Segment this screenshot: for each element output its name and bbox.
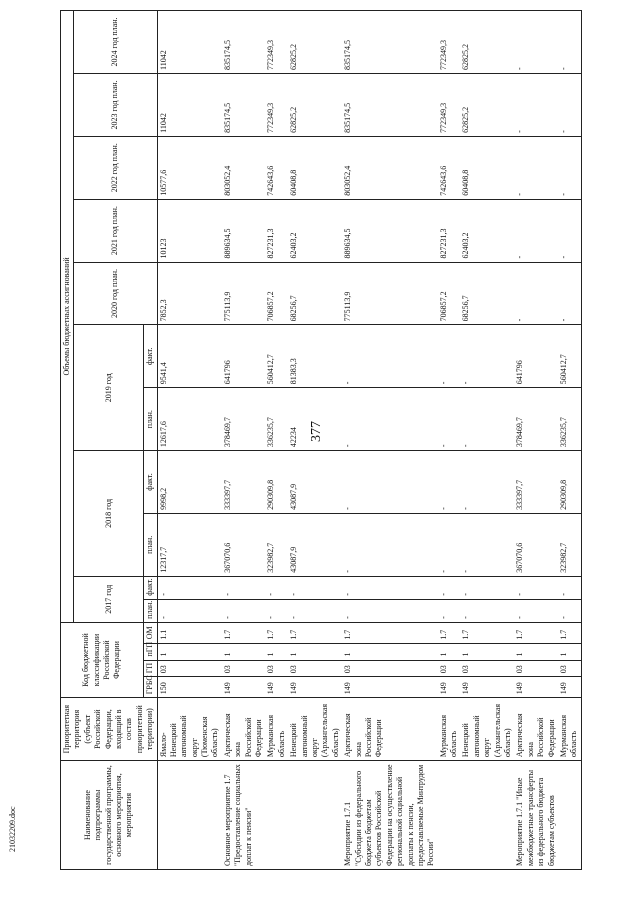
row-2017-plan: - [157,599,222,622]
table-row [222,11,266,870]
row-om: 1.7 [288,622,342,643]
row-gp: 03 [265,660,288,677]
row-2018-plan: 367070,6 [514,513,558,576]
row-pgp: 1 [438,643,461,660]
row-territory: Мурманская область [558,698,581,761]
row-name [157,761,222,870]
row-grbs: 149 [288,677,342,698]
row-2023: - [514,74,558,137]
row-2022: - [558,136,581,199]
row-2022: 803052,4 [222,136,266,199]
row-2018-plan: 367070,6 [222,513,266,576]
row-2018-fact: - [342,451,438,514]
row-2024: 835174,5 [342,11,438,74]
row-om: 1.7 [265,622,288,643]
row-name [558,761,581,870]
header-2017-plan: план. [144,599,157,622]
row-om: 1.1 [157,622,222,643]
table-row [514,11,558,870]
row-pgp: 1 [514,643,558,660]
rotated-table-container [60,10,605,870]
row-2024: 62825,2 [288,11,342,74]
row-2022: - [514,136,558,199]
row-2024: - [514,11,558,74]
row-2018-fact: 290309,8 [558,451,581,514]
row-territory: Арктическая зона Российской Федерации [342,698,438,761]
header-2018-plan: план. [144,513,157,576]
row-2020: 706857,2 [438,262,461,325]
budget-table [60,10,582,870]
row-2021: 62403,2 [288,199,342,262]
row-2017-plan: - [265,599,288,622]
row-2020: 706857,2 [265,262,288,325]
row-gp: 03 [460,660,514,677]
row-2019-plan: 378469,7 [222,388,266,451]
header-om: ОМ [144,622,157,643]
row-2020: - [558,262,581,325]
header-2021: 2021 год план. [74,199,157,262]
row-2023: - [558,74,581,137]
row-2017-fact: - [265,576,288,599]
row-name: Мероприятие 1.7.1 "Иные межбюджетные трансферты из федерального бюджета бюджетам субъектов [514,761,558,870]
row-2018-fact: - [438,451,461,514]
row-2019-fact: - [438,325,461,388]
row-territory: Ненецкий автономный округ (Архангельская область) [288,698,342,761]
row-2019-plan: - [342,388,438,451]
row-2017-plan: - [438,599,461,622]
row-2023: 835174,5 [342,74,438,137]
row-2024: 835174,5 [222,11,266,74]
row-2017-plan: - [288,599,342,622]
row-territory: Арктическая зона Российской Федерации [514,698,558,761]
header-2020: 2020 год план. [74,262,157,325]
row-2019-fact: 9541,4 [157,325,222,388]
row-gp: 03 [342,660,438,677]
row-territory: Ненецкий автономный округ (Архангельская область) [460,698,514,761]
row-pgp: 1 [460,643,514,660]
row-territory: Арктическая зона Российской Федерации [222,698,266,761]
row-2017-plan: - [514,599,558,622]
document-code: 21032209.doc [8,806,17,852]
row-grbs: 149 [514,677,558,698]
row-pgp: 1 [558,643,581,660]
row-2019-plan: 336235,7 [558,388,581,451]
row-2020: 775113,9 [222,262,266,325]
row-2022: 742643,6 [265,136,288,199]
row-2018-plan: - [460,513,514,576]
row-om: 1.7 [460,622,514,643]
row-2018-fact: 43087,9 [288,451,342,514]
header-2018: 2018 год [74,451,144,577]
header-2017-fact: факт. [144,576,157,599]
row-name: Мероприятие 1.7.1 "Субсидии из федерального бюджета бюджетам субъектов Российской Федерации на осуществление региональной социальной доплаты к пенсии, предоставляемые Минтрудом России" [342,761,438,870]
row-pgp: 1 [265,643,288,660]
row-2019-fact: - [342,325,438,388]
row-2019-plan: - [460,388,514,451]
table-header [61,11,158,870]
row-2022: 742643,6 [438,136,461,199]
row-2024: 62825,2 [460,11,514,74]
row-pgp: 1 [157,643,222,660]
row-2018-plan: - [438,513,461,576]
row-grbs: 149 [460,677,514,698]
row-2021: - [558,199,581,262]
row-2017-fact: - [514,576,558,599]
row-om: 1.7 [222,622,266,643]
row-2017-fact: - [157,576,222,599]
row-grbs: 149 [342,677,438,698]
row-2018-plan: 323982,7 [558,513,581,576]
header-grbs: ГРБС [144,677,157,698]
table-body [157,11,581,870]
header-2018-fact: факт. [144,451,157,514]
row-2019-plan: 12617,6 [157,388,222,451]
row-2022: 10577,6 [157,136,222,199]
row-2018-fact: - [460,451,514,514]
row-2019-plan: 42234 [288,388,342,451]
page-number: 377 [309,421,324,442]
row-2021: 10123 [157,199,222,262]
row-2021: 827231,3 [265,199,288,262]
table-row [288,11,342,870]
row-2019-fact: 81383,3 [288,325,342,388]
header-2019: 2019 год [74,325,144,451]
row-2023: 772349,3 [438,74,461,137]
row-pgp: 1 [342,643,438,660]
row-2017-fact: - [558,576,581,599]
row-2017-plan: - [460,599,514,622]
header-pgp: пГП [144,643,157,660]
row-2020: - [514,262,558,325]
table-row [438,11,461,870]
row-2023: 11042 [157,74,222,137]
row-2020: 68256,7 [288,262,342,325]
row-2017-fact: - [288,576,342,599]
row-2018-plan: 12317,7 [157,513,222,576]
row-2020: 68256,7 [460,262,514,325]
row-territory: Ямало-Ненецкий автономный округ (Тюменская область) [157,698,222,761]
row-2019-fact: - [460,325,514,388]
row-2017-fact: - [438,576,461,599]
table-row [342,11,438,870]
row-territory: Мурманская область [438,698,461,761]
row-2019-plan: 336235,7 [265,388,288,451]
row-2022: 803052,4 [342,136,438,199]
header-2019-fact: факт. [144,325,157,388]
header-territory: Приоритетная территория (субъект Российской Федерации, входящий в состав приоритетной территории) [61,698,158,761]
row-2024: 772349,3 [438,11,461,74]
row-2018-fact: 333397,7 [514,451,558,514]
row-2023: 62825,2 [288,74,342,137]
row-2019-fact: 641796 [222,325,266,388]
row-grbs: 150 [157,677,222,698]
row-2021: 62403,2 [460,199,514,262]
row-2024: 772349,3 [265,11,288,74]
row-2018-fact: 333397,7 [222,451,266,514]
row-2024: 11042 [157,11,222,74]
header-2019-plan: план. [144,388,157,451]
row-2019-fact: 641796 [514,325,558,388]
header-name: Наименование подпрограммы государственной программы, основного мероприятия, мероприятия [61,761,158,870]
row-grbs: 149 [438,677,461,698]
row-2021: 889634,5 [342,199,438,262]
row-2018-plan: 43087,9 [288,513,342,576]
row-2023: 835174,5 [222,74,266,137]
table-row [157,11,222,870]
header-2017: 2017 год [74,576,144,622]
header-gp: ГП [144,660,157,677]
row-gp: 03 [288,660,342,677]
row-gp: 03 [558,660,581,677]
row-grbs: 149 [265,677,288,698]
row-2021: 827231,3 [438,199,461,262]
row-2017-fact: - [342,576,438,599]
row-2021: - [514,199,558,262]
row-om: 1.7 [342,622,438,643]
row-gp: 03 [157,660,222,677]
row-gp: 03 [514,660,558,677]
row-2018-plan: 323982,7 [265,513,288,576]
row-2024: - [558,11,581,74]
row-2019-plan: - [438,388,461,451]
row-om: 1.7 [514,622,558,643]
row-grbs: 149 [222,677,266,698]
table-row [460,11,514,870]
row-om: 1.7 [558,622,581,643]
row-2022: 60408,8 [460,136,514,199]
row-2017-plan: - [342,599,438,622]
row-pgp: 1 [288,643,342,660]
row-2021: 889634,5 [222,199,266,262]
row-2017-plan: - [558,599,581,622]
row-2018-plan: - [342,513,438,576]
row-2017-fact: - [460,576,514,599]
row-name: Основное мероприятие 1.7 "Предоставление социальных доплат к пенсии" [222,761,266,870]
row-2018-fact: 9998,2 [157,451,222,514]
table-row [265,11,288,870]
row-2020: 7852,3 [157,262,222,325]
row-om: 1.7 [438,622,461,643]
row-2017-plan: - [222,599,266,622]
row-2017-fact: - [222,576,266,599]
header-2024: 2024 год план. [74,11,157,74]
row-name [438,761,461,870]
header-volumes: Объемы бюджетных ассигнований [61,11,74,623]
row-grbs: 149 [558,677,581,698]
header-budget-code: Код бюджетной классификации Российской Федерации [61,622,144,697]
header-2022: 2022 год план. [74,136,157,199]
row-2019-plan: 378469,7 [514,388,558,451]
row-name [265,761,288,870]
row-name [460,761,514,870]
row-2023: 772349,3 [265,74,288,137]
header-2023: 2023 год план. [74,74,157,137]
row-2020: 775113,9 [342,262,438,325]
row-2018-fact: 290309,8 [265,451,288,514]
table-row [558,11,581,870]
row-2023: 62825,2 [460,74,514,137]
row-2019-fact: 560412,7 [558,325,581,388]
row-2019-fact: 560412,7 [265,325,288,388]
row-territory: Мурманская область [265,698,288,761]
row-pgp: 1 [222,643,266,660]
row-2022: 60408,8 [288,136,342,199]
row-gp: 03 [438,660,461,677]
row-gp: 03 [222,660,266,677]
row-name [288,761,342,870]
